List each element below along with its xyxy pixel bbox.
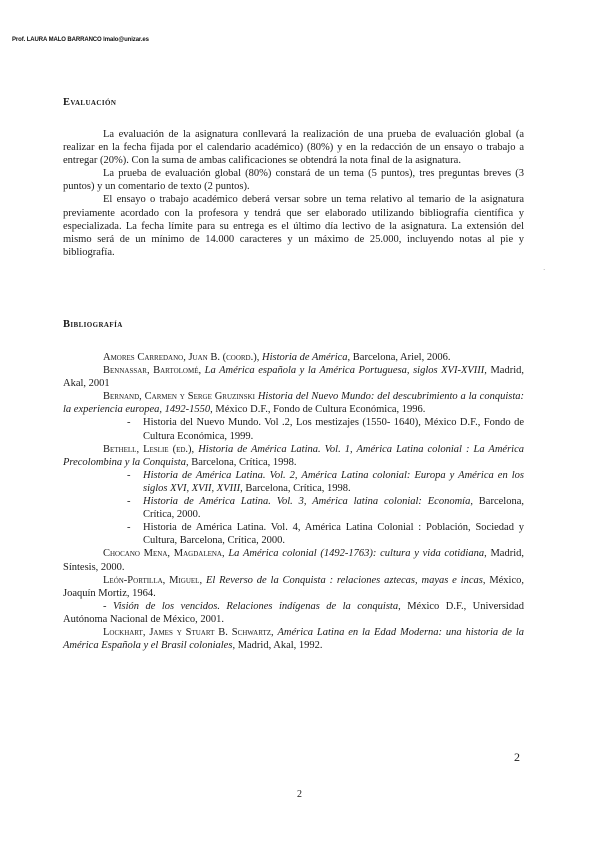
page-number-scan: 2 [514,750,520,764]
bib-subentry: - Historia del Nuevo Mundo. Vol .2, Los mestizajes (1550- 1640), México D.F., Fondo de Cultura Económica, 1999. [143,416,524,442]
bib-entry: - Visión de los vencidos. Relaciones indígenas de la conquista, México D.F., Universidad Autónoma Nacional de México, 2001. [63,600,524,625]
bib-entry: Bethell, Leslie (ed.), Historia de América Latina. Vol. 1, América Latina colonial : La América Precolombina y la Conquista, Barcelona, Crítica, 1998. [63,443,524,468]
bibliography-list [63,351,524,652]
bib-entry: León-Portilla, Miguel, El Reverso de la Conquista : relaciones aztecas, mayas e incas, México, Joaquín Mortiz, 1964. [63,574,525,599]
bib-subentry: - Historia de América Latina. Vol. 3, América latina colonial: Economía, Barcelona, Crítica, 2000. [143,495,524,521]
author-header: Prof. LAURA MALO BARRANCO lmalo@unizar.es [12,37,149,43]
bib-entry: Chocano Mena, Magdalena, La América colonial (1492-1763): cultura y vida cotidiana, Madrid, Síntesis, 2000. [63,548,524,573]
paragraph: El ensayo o trabajo académico deberá versar sobre un tema relativo al temario de la asignatura previamente acordado con la profesora y tendrá que ser elaborado utilizando bibliografía científica y especializada. La fecha límite para su entrega es el último día lectivo de la asignatura. La extensión del mismo será de un mínimo de 14.000 caracteres y un máximo de 25.000, incluyendo notas al pie y bibliografía. [63,194,524,258]
bib-entry: Amores Carredano, Juan B. (coord.), Historia de América, Barcelona, Ariel, 2006. [103,352,451,363]
bib-entry: Bennassar, Bartolomé, La América española y la América Portuguesa, siglos XVI-XVIII, Madrid, Akal, 2001 [63,365,524,390]
evaluacion-body [63,128,524,259]
page-number: 2 [297,789,302,800]
section-heading-evaluacion: Evaluación [63,97,117,108]
paragraph: La evaluación de la asignatura conllevará la realización de una prueba de evaluación global (a realizar en la fecha fijada por el calendario académico) (80%) y en la redacción de un ensayo o trabajo a entregar (20%). Con la suma de ambas calificaciones se obtendrá la nota final de la asignatura. [63,129,524,167]
stray-mark: · [543,266,546,274]
paragraph: La prueba de evaluación global (80%) constará de un tema (5 puntos), tres preguntas breves (3 puntos) y un comentario de texto (2 puntos). [63,168,524,193]
section-heading-bibliografia: Bibliografía [63,319,123,330]
bib-entry: Lockhart, James y Stuart B. Schwartz, América Latina en la Edad Moderna: una historia de la América Española y el Brasil coloniales, Madrid, Akal, 1992. [63,626,524,652]
bib-subentry: - Historia de América Latina. Vol. 4, América Latina Colonial : Población, Sociedad y Cultura, Barcelona, Crítica, 2000. [143,521,524,547]
bib-entry: Bernand, Carmen y Serge Gruzinski Historia del Nuevo Mundo: del descubrimiento a la conquista: la experiencia europea, 1492-1550, México D.F., Fondo de Cultura Económica, 1996. [63,391,524,416]
bib-subentry: - Historia de América Latina. Vol. 2, América Latina colonial: Europa y América en los siglos XVI, XVII, XVIII, Barcelona, Crítica, 1998. [143,469,524,495]
